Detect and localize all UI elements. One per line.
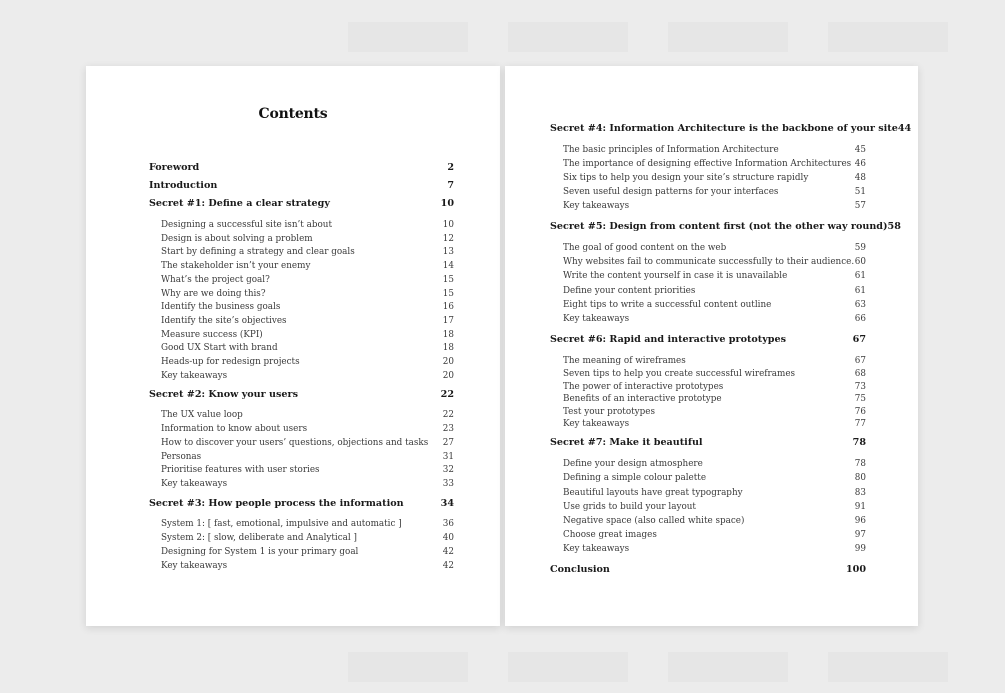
toc-entry-page: 2 [447, 162, 454, 173]
toc-item-page: 45 [854, 145, 866, 155]
toc-item-label: Key takeaways [161, 479, 228, 489]
toc-item-page: 48 [854, 173, 866, 183]
toc-entry-foreword[interactable] [149, 162, 454, 173]
toc-item-label: Key takeaways [563, 544, 630, 554]
toc-item[interactable] [563, 257, 866, 267]
toc-entry-label: Foreword [149, 162, 200, 173]
toc-item[interactable] [161, 438, 454, 448]
toc-item-page: 13 [442, 247, 454, 257]
toc-item-page: 31 [442, 452, 454, 462]
toc-entry-page: 100 [845, 564, 866, 575]
toc-item[interactable] [161, 357, 454, 367]
toc-item-label: Heads-up for redesign projects [161, 357, 300, 367]
toc-entry-label: Conclusion [550, 564, 610, 575]
toc-section-label: Secret #1: Define a clear strategy [149, 198, 330, 209]
toc-item-label: Information to know about users [161, 424, 308, 434]
toc-item-label: The basic principles of Information Architecture [563, 145, 779, 155]
toc-item-label: Designing for System 1 is your primary goal [161, 547, 359, 557]
toc-item-label: Choose great images [563, 530, 657, 540]
toc-item-page: 12 [442, 234, 454, 244]
toc-item-label: What’s the project goal? [161, 275, 270, 285]
toc-item-label: Seven useful design patterns for your interfaces [563, 187, 779, 197]
toc-item-label: Identify the business goals [161, 302, 281, 312]
toc-item-page: 51 [854, 187, 866, 197]
toc-item-page: 40 [442, 533, 454, 543]
toc-item[interactable] [161, 302, 454, 312]
toc-item-page: 68 [854, 369, 866, 379]
toc-item[interactable] [161, 479, 454, 489]
toc-item-page: 76 [854, 407, 866, 417]
toc-item[interactable] [161, 261, 454, 271]
toc-item-page: 80 [854, 473, 866, 483]
toc-item[interactable] [563, 544, 866, 554]
toc-item-page: 63 [854, 300, 866, 310]
toc-item-label: Defining a simple colour palette [563, 473, 707, 483]
toc-item-page: 15 [442, 289, 454, 299]
toc-item-page: 91 [854, 502, 866, 512]
toc-item-page: 83 [854, 488, 866, 498]
toc-item[interactable] [161, 424, 454, 434]
toc-item-page: 10 [442, 220, 454, 230]
toc-item[interactable] [563, 201, 866, 211]
background-block [668, 22, 788, 52]
toc-item-label: Design is about solving a problem [161, 234, 313, 244]
toc-item-label: Identify the site’s objectives [161, 316, 287, 326]
toc-item[interactable] [563, 300, 866, 310]
toc-item-label: Key takeaways [563, 201, 630, 211]
toc-item-page: 57 [854, 201, 866, 211]
toc-item-page: 61 [854, 286, 866, 296]
background-block [348, 22, 468, 52]
toc-section-label: Secret #3: How people process the information [149, 498, 404, 509]
toc-section-3[interactable] [149, 498, 454, 509]
background-block [668, 652, 788, 682]
toc-item-label: Write the content yourself in case it is unavailable [563, 271, 788, 281]
toc-item-label: Measure success (KPI) [161, 330, 263, 340]
toc-item[interactable] [161, 316, 454, 326]
toc-item-label: The stakeholder isn’t your enemy [161, 261, 311, 271]
toc-section-page: 10 [440, 198, 454, 209]
toc-item-page: 23 [442, 424, 454, 434]
toc-item[interactable] [563, 173, 866, 183]
toc-section-label: Secret #2: Know your users [149, 389, 298, 400]
toc-item-page: 20 [442, 357, 454, 367]
toc-section-label: Secret #4: Information Architecture is the backbone of your site [550, 123, 898, 134]
toc-entry-label: Introduction [149, 180, 218, 191]
toc-item-label: Start by defining a strategy and clear goals [161, 247, 355, 257]
toc-item-page: 33 [442, 479, 454, 489]
toc-section-5[interactable] [550, 221, 901, 232]
toc-item-page: 18 [442, 330, 454, 340]
toc-item[interactable] [563, 243, 866, 253]
toc-item-label: Six tips to help you design your site’s structure rapidly [563, 173, 809, 183]
toc-item[interactable] [563, 394, 866, 404]
toc-item[interactable] [563, 286, 866, 296]
toc-entry-introduction[interactable] [149, 180, 454, 191]
toc-item-page: 46 [854, 159, 866, 169]
toc-item[interactable] [161, 410, 454, 420]
toc-item[interactable] [563, 459, 866, 469]
toc-item-page: 42 [442, 547, 454, 557]
toc-item-label: Key takeaways [161, 371, 228, 381]
toc-item-page: 77 [854, 419, 866, 429]
toc-item-page: 16 [442, 302, 454, 312]
toc-item[interactable] [563, 187, 866, 197]
toc-item-label: Benefits of an interactive prototype [563, 394, 722, 404]
toc-item-page: 27 [442, 438, 454, 448]
toc-section-2[interactable] [149, 389, 454, 400]
toc-section-page: 44 [897, 123, 912, 134]
toc-item-label: The meaning of wireframes [563, 356, 686, 366]
toc-item[interactable] [563, 530, 866, 540]
toc-item-page: 78 [854, 459, 866, 469]
toc-item[interactable] [563, 488, 866, 498]
toc-section-label: Secret #7: Make it beautiful [550, 437, 703, 448]
toc-section-1[interactable] [149, 198, 454, 209]
toc-item[interactable] [161, 330, 454, 340]
toc-item[interactable] [161, 452, 454, 462]
toc-item[interactable] [161, 234, 454, 244]
toc-section-page: 34 [440, 498, 454, 509]
toc-item-page: 32 [442, 465, 454, 475]
toc-item-label: Use grids to build your layout [563, 502, 696, 512]
toc-section-4[interactable] [550, 123, 912, 134]
toc-item-label: Designing a successful site isn’t about [161, 220, 332, 230]
toc-item[interactable] [563, 356, 866, 366]
toc-item-page: 15 [442, 275, 454, 285]
background-block [828, 652, 948, 682]
toc-section-7[interactable] [550, 437, 866, 448]
toc-item[interactable] [161, 533, 454, 543]
toc-item-page: 36 [442, 519, 454, 529]
toc-item-page: 66 [854, 314, 866, 324]
toc-item-page: 14 [442, 261, 454, 271]
toc-item-label: Key takeaways [563, 419, 630, 429]
toc-item-label: Define your content priorities [563, 286, 696, 296]
toc-item[interactable] [563, 271, 866, 281]
toc-item-page: 75 [854, 394, 866, 404]
toc-item[interactable] [563, 369, 866, 379]
toc-item[interactable] [161, 343, 454, 353]
background-block [348, 652, 468, 682]
toc-item-page: 20 [442, 371, 454, 381]
toc-item-page: 99 [854, 544, 866, 554]
toc-item-label: Prioritise features with user stories [161, 465, 320, 475]
toc-item-label: Why are we doing this? [161, 289, 266, 299]
toc-item[interactable] [563, 159, 866, 169]
toc-item-label: Test your prototypes [563, 407, 655, 417]
toc-section-page: 67 [852, 334, 866, 345]
toc-item[interactable] [161, 561, 454, 571]
toc-item[interactable] [161, 519, 454, 529]
toc-item[interactable] [161, 275, 454, 285]
toc-item[interactable] [161, 289, 454, 299]
toc-item[interactable] [161, 465, 454, 475]
toc-item-page: 22 [442, 410, 454, 420]
toc-entry-conclusion[interactable] [550, 564, 866, 575]
toc-item-page: 18 [442, 343, 454, 353]
toc-section-page: 78 [852, 437, 866, 448]
toc-item-label: Key takeaways [563, 314, 630, 324]
toc-item[interactable] [563, 314, 866, 324]
toc-item-page: 61 [854, 271, 866, 281]
toc-item-page: 42 [442, 561, 454, 571]
toc-item-label: Eight tips to write a successful content outline [563, 300, 772, 310]
toc-item-label: The power of interactive prototypes [563, 382, 724, 392]
toc-item[interactable] [563, 516, 866, 526]
toc-entry-page: 7 [447, 180, 454, 191]
toc-item-page: 67 [854, 356, 866, 366]
toc-item-label: Beautiful layouts have great typography [563, 488, 743, 498]
toc-item[interactable] [563, 473, 866, 483]
background-block [508, 652, 628, 682]
toc-item[interactable] [563, 407, 866, 417]
toc-item-label: Seven tips to help you create successful wireframes [563, 369, 796, 379]
toc-item-label: The goal of good content on the web [563, 243, 727, 253]
toc-item-page: 96 [854, 516, 866, 526]
toc-item-label: Why websites fail to communicate successfully to their audience. [563, 257, 855, 267]
background-block [508, 22, 628, 52]
toc-section-page: 22 [440, 389, 454, 400]
toc-item[interactable] [563, 502, 866, 512]
background-block [828, 22, 948, 52]
toc-item-label: Key takeaways [161, 561, 228, 571]
toc-item[interactable] [161, 247, 454, 257]
toc-item-label: System 2: [ slow, deliberate and Analytical ] [161, 533, 357, 543]
toc-item[interactable] [563, 145, 866, 155]
toc-item-label: How to discover your users’ questions, objections and tasks [161, 438, 429, 448]
toc-item-label: System 1: [ fast, emotional, impulsive and automatic ] [161, 519, 402, 529]
toc-item[interactable] [563, 419, 866, 429]
toc-item[interactable] [161, 547, 454, 557]
left-page [86, 66, 500, 626]
toc-item-page: 59 [854, 243, 866, 253]
toc-item[interactable] [161, 371, 454, 381]
toc-item-page: 73 [854, 382, 866, 392]
toc-section-label: Secret #5: Design from content first (not the other way round) [550, 221, 888, 232]
toc-item-label: Good UX Start with brand [161, 343, 278, 353]
toc-section-page: 58 [887, 221, 901, 232]
toc-item[interactable] [563, 382, 866, 392]
toc-item-page: 97 [854, 530, 866, 540]
toc-section-6[interactable] [550, 334, 866, 345]
toc-item-label: Negative space (also called white space) [563, 516, 745, 526]
right-page [505, 66, 918, 626]
toc-section-label: Secret #6: Rapid and interactive prototypes [550, 334, 787, 345]
toc-item-label: Define your design atmosphere [563, 459, 703, 469]
toc-item-label: Personas [161, 452, 202, 462]
toc-item-label: The importance of designing effective Information Architectures [563, 159, 852, 169]
toc-item-page: 60 [854, 257, 866, 267]
toc-item[interactable] [161, 220, 454, 230]
page-title: Contents [258, 106, 328, 122]
toc-item-label: The UX value loop [161, 410, 243, 420]
toc-item-page: 17 [442, 316, 454, 326]
